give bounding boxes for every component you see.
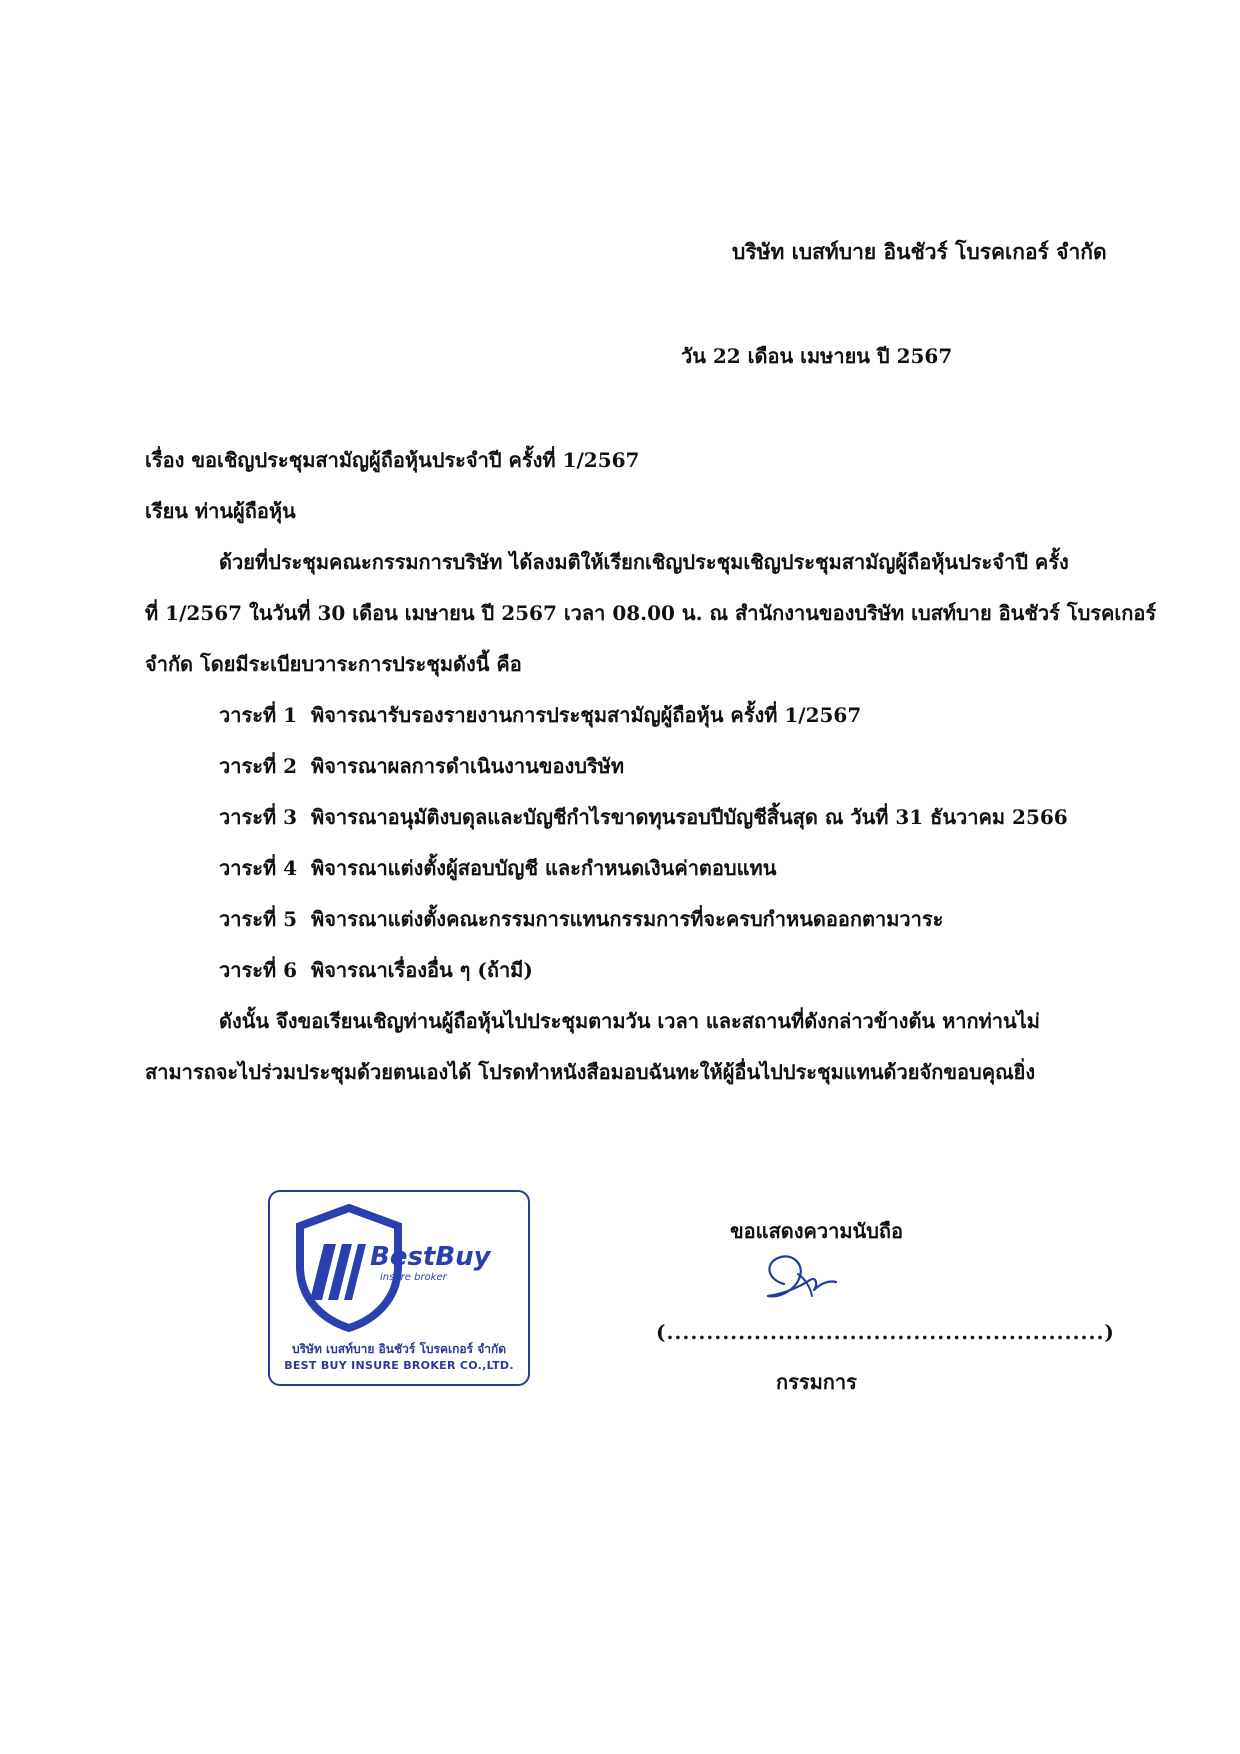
intro-line-3: จำกัด โดยมีระเบียบวาระการประชุมดังนี้ คือ — [145, 652, 522, 676]
intro-line-2: ที่ 1/2567 ในวันที่ 30 เดือน เมษายน ปี 2567 เวลา 08.00 น. ณ สำนักงานของบริษัท เบสท์บาย อินชัวร์ โบรคเกอร์ — [145, 601, 1157, 625]
agenda-label: วาระที่ 1 — [219, 703, 298, 727]
agenda-text: พิจารณาเรื่องอื่น ๆ (ถ้ามี) — [311, 958, 533, 982]
stamp-brand: BestBuy — [370, 1242, 491, 1272]
agenda-item — [219, 954, 533, 986]
agenda-item — [219, 750, 624, 782]
agenda-label: วาระที่ 4 — [219, 856, 298, 880]
agenda-item — [219, 903, 943, 935]
signature-line: (.......................................................) — [656, 1320, 1115, 1344]
conclusion-line-2: สามารถจะไปร่วมประชุมด้วยตนเองได้ โปรดทำหนังสือมอบฉันทะให้ผู้อื่นไปประชุมแทนด้วยจักขอบคุณยิ่ง — [145, 1060, 1036, 1084]
handwritten-signature — [754, 1250, 854, 1310]
agenda-text: พิจารณาผลการดำเนินงานของบริษัท — [311, 754, 625, 778]
stamp-brand-sub: insure broker — [380, 1272, 447, 1283]
agenda-item — [219, 852, 776, 884]
agenda-item — [219, 699, 861, 731]
agenda-text: พิจารณาอนุมัติงบดุลและบัญชีกำไรขาดทุนรอบปีบัญชีสิ้นสุด ณ วันที่ 31 ธันวาคม 2566 — [311, 805, 1068, 829]
agenda-label: วาระที่ 3 — [219, 805, 298, 829]
agenda-text: พิจารณาแต่งตั้งผู้สอบบัญชี และกำหนดเงินค่าตอบแทน — [311, 856, 777, 880]
letter-date: วัน 22 เดือน เมษายน ปี 2567 — [681, 344, 953, 368]
agenda-text: พิจารณารับรองรายงานการประชุมสามัญผู้ถือหุ้น ครั้งที่ 1/2567 — [311, 703, 862, 727]
company-header: บริษัท เบสท์บาย อินชัวร์ โบรคเกอร์ จำกัด — [732, 239, 1107, 264]
stamp-name-th: บริษัท เบสท์บาย อินชัวร์ โบรคเกอร์ จำกัด — [291, 1342, 507, 1356]
agenda-label: วาระที่ 2 — [219, 754, 298, 778]
intro-line-1: ด้วยที่ประชุมคณะกรรมการบริษัท ได้ลงมติให้เรียกเชิญประชุมเชิญประชุมสามัญผู้ถือหุ้นประจำปี ครั้ง — [219, 550, 1069, 574]
agenda-label: วาระที่ 6 — [219, 958, 298, 982]
agenda-item — [219, 801, 1068, 833]
conclusion-line-1: ดังนั้น จึงขอเรียนเชิญท่านผู้ถือหุ้นไปประชุมตามวัน เวลา และสถานที่ดังกล่าวข้างต้น หากท่านไม่ — [219, 1009, 1040, 1033]
signatory-title: กรรมการ — [776, 1370, 857, 1394]
letter-salutation: เรียน ท่านผู้ถือหุ้น — [145, 499, 296, 523]
closing-line: ขอแสดงความนับถือ — [730, 1219, 904, 1243]
agenda-text: พิจารณาแต่งตั้งคณะกรรมการแทนกรรมการที่จะครบกำหนดออกตามวาระ — [311, 907, 944, 931]
company-stamp — [268, 1190, 530, 1386]
agenda-label: วาระที่ 5 — [219, 907, 298, 931]
letter-subject: เรื่อง ขอเชิญประชุมสามัญผู้ถือหุ้นประจำปี ครั้งที่ 1/2567 — [145, 448, 640, 472]
stamp-name-en: BEST BUY INSURE BROKER CO.,LTD. — [284, 1359, 514, 1372]
